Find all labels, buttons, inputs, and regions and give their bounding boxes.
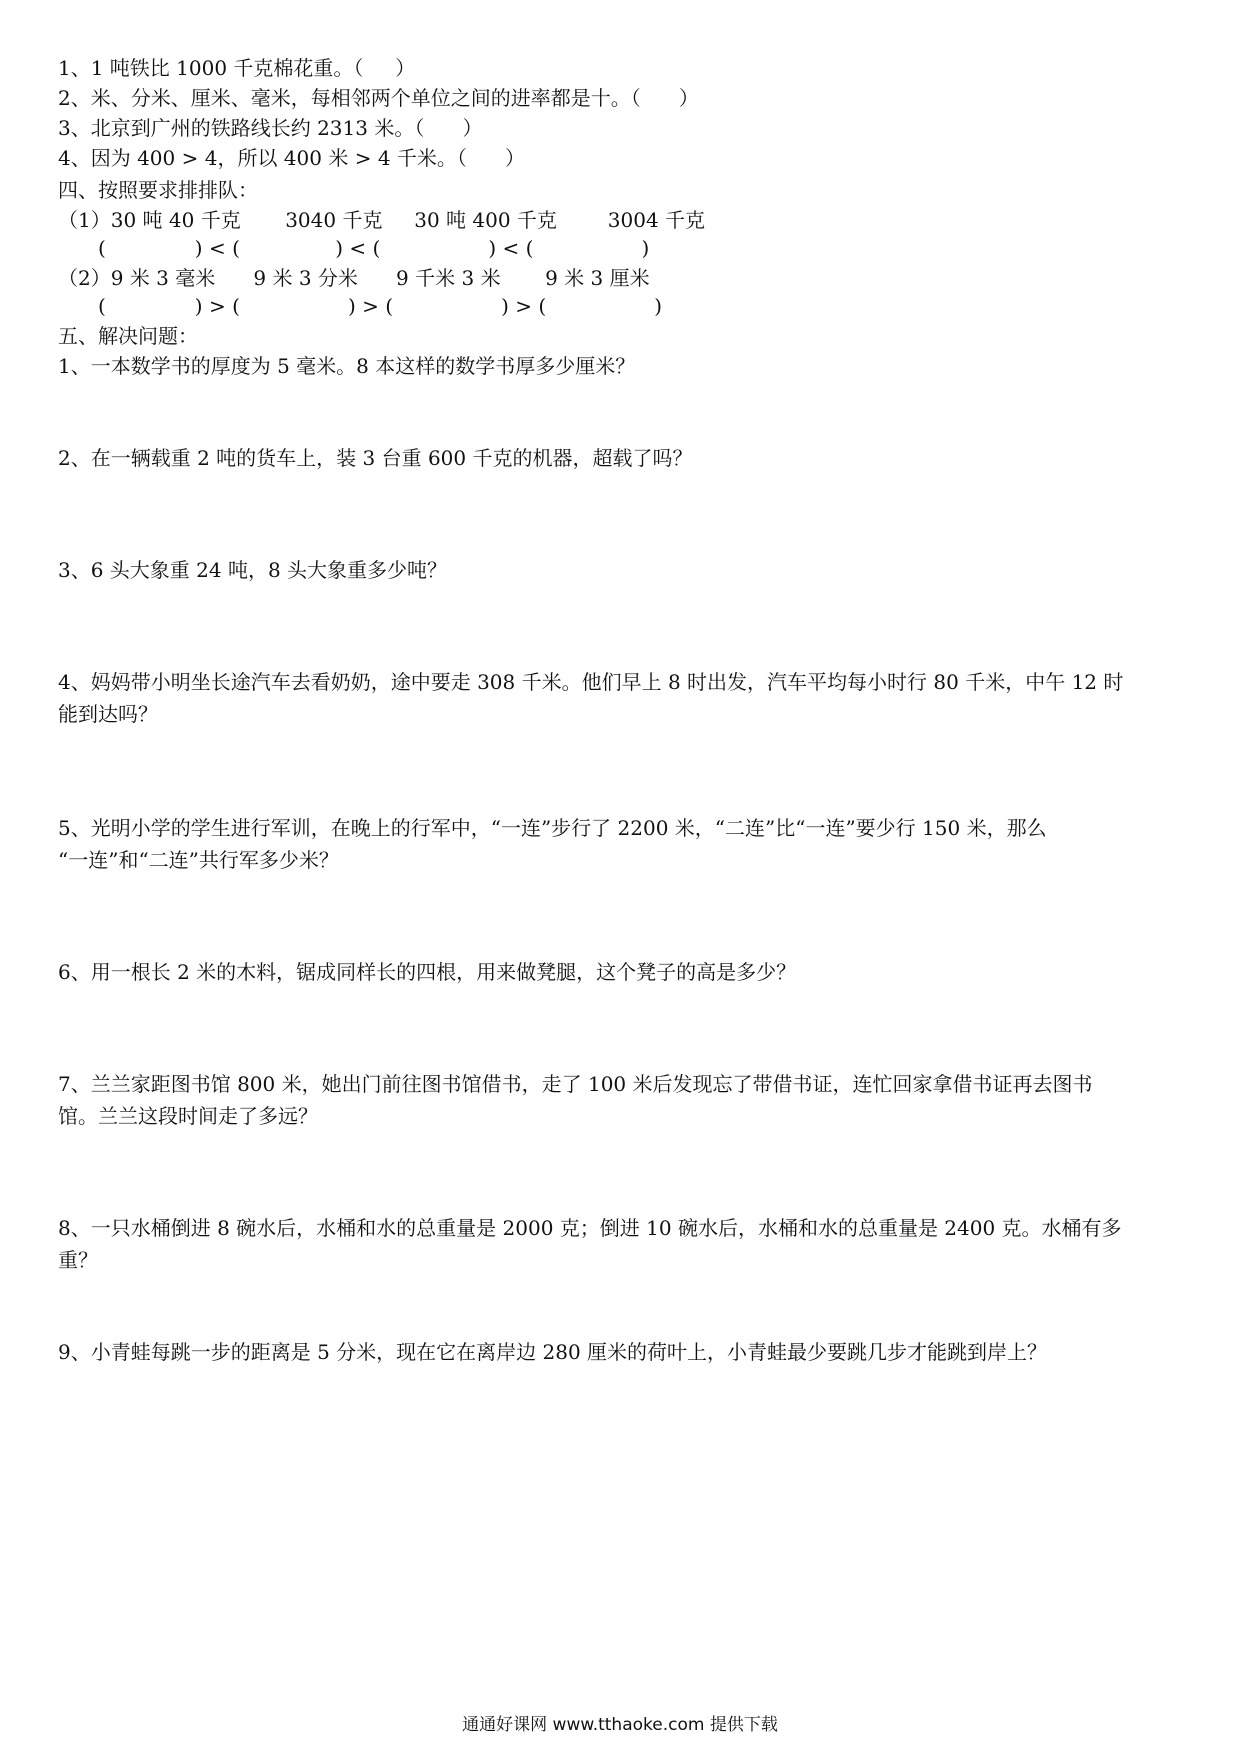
footer-credit: 通通好课网 www.tthaoke.com 提供下载	[462, 1715, 778, 1735]
sort-row-2-items: （2）9 米 3 毫米 9 米 3 分米 9 千米 3 米 9 米 3 厘米	[58, 266, 650, 290]
problem-7	[58, 1068, 1188, 1132]
problem-8-line-1: 8、一只水桶倒进 8 碗水后，水桶和水的总重量是 2000 克；倒进 10 碗水后，水桶和水的总重量是 2400 克。水桶有多	[58, 1216, 1122, 1240]
sort-row-2-blanks: ( ) > ( ) > ( ) > ( )	[98, 294, 663, 318]
problem-4-line-1: 4、妈妈带小明坐长途汽车去看奶奶，途中要走 308 千米。他们早上 8 时出发，汽车平均每小时行 80 千米，中午 12 时	[58, 670, 1124, 694]
problem-9: 9、小青蛙每跳一步的距离是 5 分米，现在它在离岸边 280 厘米的荷叶上，小青蛙最少要跳几步才能跳到岸上？	[58, 1340, 1048, 1364]
judge-question-4: 4、因为 400 > 4，所以 400 米 > 4 千米。（ ）	[58, 146, 526, 170]
section-5-heading: 五、解决问题：	[58, 324, 198, 348]
problem-7-line-1: 7、兰兰家距图书馆 800 米，她出门前往图书馆借书，走了 100 米后发现忘了带借书证，连忙回家拿借书证再去图书	[58, 1072, 1093, 1096]
problem-4	[58, 666, 1188, 730]
sort-row-1-items: （1）30 吨 40 千克 3040 千克 30 吨 400 千克 3004 千克	[58, 208, 706, 232]
problem-3: 3、6 头大象重 24 吨，8 头大象重多少吨？	[58, 558, 448, 582]
sort-row-1-blanks: ( ) < ( ) < ( ) < ( )	[98, 236, 650, 260]
problem-5-line-1: 5、光明小学的学生进行军训，在晚上的行军中，“一连”步行了 2200 米，“二连”比“一连”要少行 150 米，那么	[58, 816, 1047, 840]
problem-1: 1、一本数学书的厚度为 5 毫米。8 本这样的数学书厚多少厘米？	[58, 354, 636, 378]
judge-question-2: 2、米、分米、厘米、毫米，每相邻两个单位之间的进率都是十。（ ）	[58, 86, 699, 110]
problem-5	[58, 812, 1188, 876]
problem-4-line-2: 能到达吗？	[58, 702, 158, 726]
problem-6: 6、用一根长 2 米的木料，锯成同样长的四根，用来做凳腿，这个凳子的高是多少？	[58, 960, 797, 984]
problem-5-line-2: “一连”和“二连”共行军多少米？	[58, 848, 339, 872]
judge-question-1: 1、1 吨铁比 1000 千克棉花重。（ ）	[58, 56, 416, 80]
problem-8	[58, 1212, 1188, 1276]
problem-8-line-2: 重？	[58, 1248, 98, 1272]
section-4-heading: 四、按照要求排排队：	[58, 178, 258, 202]
problem-2: 2、在一辆载重 2 吨的货车上，装 3 台重 600 千克的机器，超载了吗？	[58, 446, 693, 470]
judge-question-3: 3、北京到广州的铁路线长约 2313 米。（ ）	[58, 116, 483, 140]
problem-7-line-2: 馆。兰兰这段时间走了多远？	[58, 1104, 318, 1128]
